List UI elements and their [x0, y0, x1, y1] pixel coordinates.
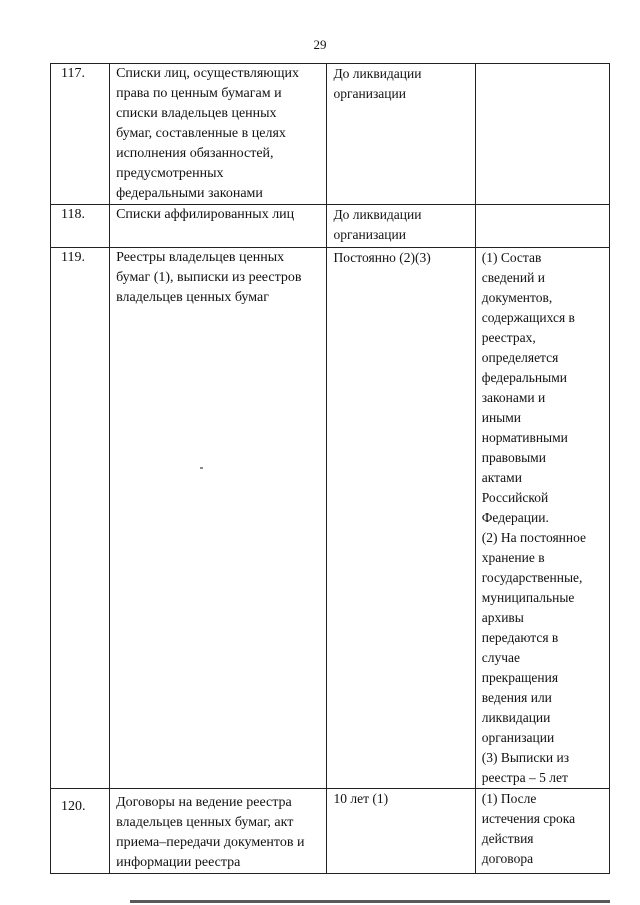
row-number: 118.: [61, 207, 85, 222]
row-number: 120.: [61, 799, 86, 814]
table-row: [51, 248, 610, 789]
retention-term: До ликвидации организации: [333, 207, 422, 242]
note-cell: [475, 248, 609, 789]
table-row: [51, 789, 610, 874]
document-name-cell: [110, 789, 327, 874]
row-number: 117.: [61, 66, 85, 81]
document-name: Списки аффилированных лиц: [116, 207, 295, 222]
document-name-cell: [110, 64, 327, 205]
row-number-cell: [51, 205, 110, 248]
table-row: [51, 64, 610, 205]
row-number-cell: [51, 64, 110, 205]
retention-term: 10 лет (1): [333, 791, 389, 806]
page-number: 29: [313, 37, 327, 52]
note-cell: [475, 789, 609, 874]
retention-term: Постоянно (2)(3): [333, 250, 431, 265]
retention-term-cell: [327, 789, 475, 874]
document-name: Списки лиц, осуществляющих права по ценным бумагам и списки владельцев ценных бумаг, составленные в целях исполнения обязанностей, предусмотренных федеральными законами: [116, 66, 300, 201]
document-name: Реестры владельцев ценных бумаг (1), выписки из реестров владельцев ценных бумаг: [116, 250, 302, 305]
retention-term-cell: [327, 64, 475, 205]
retention-term-cell: [327, 205, 475, 248]
scan-speck: [200, 467, 203, 469]
note-cell: [475, 64, 609, 205]
row-number-cell: [51, 789, 110, 874]
row-number: 119.: [61, 250, 85, 265]
note-cell: [475, 205, 609, 248]
document-name-cell: [110, 205, 327, 248]
retention-term: До ликвидации организации: [333, 66, 422, 101]
note: (1) Состав сведений и документов, содержащихся в реестрах, определяется федеральными законами и иными нормативными правовыми актами Российской Федерации. (2) На постоянное хранение в государственные, муниципальные архивы передаются в случае прекращения ведения или ликвидации организации (3) Выписки из реестра – 5 лет: [481, 250, 587, 785]
row-number-cell: [51, 248, 110, 789]
note: (1) После истечения срока действия договора: [481, 791, 576, 866]
page-bottom-edge: [130, 900, 610, 903]
table-row: [51, 205, 610, 248]
document-name-cell: [110, 248, 327, 789]
retention-term-cell: [327, 248, 475, 789]
records-table: [50, 63, 610, 874]
document-name: Договоры на ведение реестра владельцев ценных бумаг, акт приема–передачи документов и информации реестра: [116, 795, 305, 870]
